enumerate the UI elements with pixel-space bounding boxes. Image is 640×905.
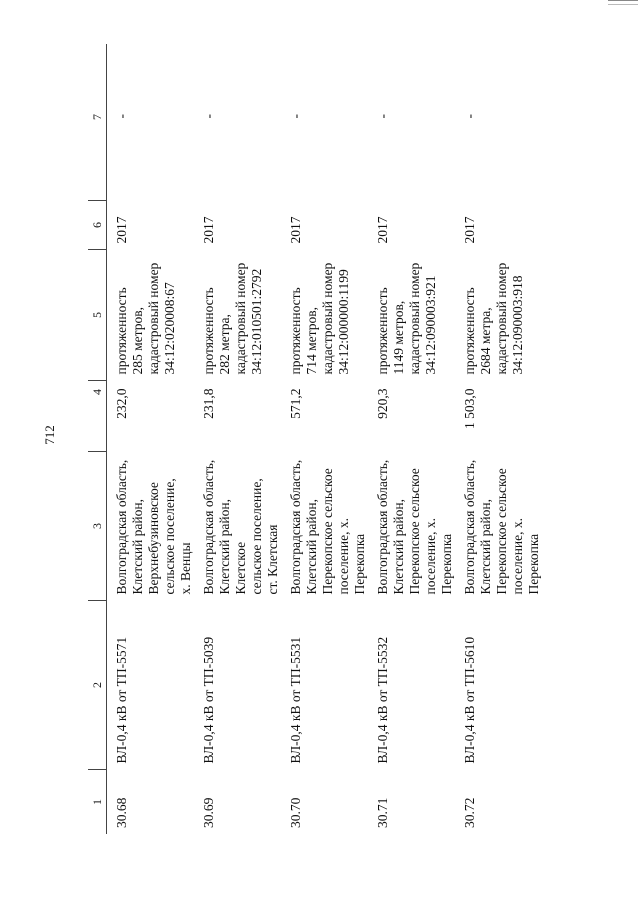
cell-col7: - bbox=[288, 114, 303, 119]
table-row bbox=[368, 44, 455, 834]
table-rotator bbox=[88, 44, 598, 834]
address-text: Волгоградская область, Клетский район, Перекопское сельское поселение, х. Перекопка bbox=[288, 459, 367, 595]
cell-number: 30.71 bbox=[375, 797, 390, 828]
address-text: Волгоградская область, Клетский район, Верхнебузиновское сельское поселение, х. Венцы bbox=[114, 459, 193, 595]
header-col-1: 1 bbox=[88, 770, 107, 835]
header-col-5: 5 bbox=[88, 250, 107, 381]
cell-description bbox=[107, 250, 195, 381]
description-text: протяженность 285 метров, кадастровый номер 34:12:020008:67 bbox=[114, 262, 177, 375]
table-row bbox=[107, 44, 195, 834]
header-col-2: 2 bbox=[88, 601, 107, 770]
cell-value: 232,0 bbox=[114, 388, 129, 419]
cell-number: 30.70 bbox=[288, 797, 303, 828]
header-col-7: 7 bbox=[88, 44, 107, 201]
address-text: Волгоградская область, Клетский район, Клетское сельское поселение, ст. Клетская bbox=[201, 459, 280, 595]
cell-name: ВЛ-0,4 кВ от ТП-5610 bbox=[462, 636, 477, 764]
description-text: протяженность 714 метров, кадастровый номер 34:12:000000:1199 bbox=[288, 262, 351, 375]
cell-value: 920,3 bbox=[375, 388, 390, 419]
cell-value: 1 503,0 bbox=[462, 388, 477, 429]
property-table bbox=[88, 44, 542, 834]
cell-number: 30.68 bbox=[114, 797, 129, 828]
cell-address bbox=[194, 452, 281, 601]
cell-value: 231,8 bbox=[201, 388, 216, 419]
cell-address bbox=[368, 452, 455, 601]
cell-address bbox=[107, 452, 195, 601]
table-row bbox=[194, 44, 281, 834]
cell-col7: - bbox=[201, 114, 216, 119]
cell-name: ВЛ-0,4 кВ от ТП-5531 bbox=[288, 636, 303, 764]
cell-number: 30.72 bbox=[462, 797, 477, 828]
cell-name: ВЛ-0,4 кВ от ТП-5532 bbox=[375, 636, 390, 764]
cell-address bbox=[281, 452, 368, 601]
table-body bbox=[107, 44, 543, 834]
description-text: протяженность 282 метра, кадастровый номер 34:12:010501:2792 bbox=[201, 262, 264, 375]
cell-value: 571,2 bbox=[288, 388, 303, 419]
page-number: 712 bbox=[41, 425, 57, 445]
header-col-3: 3 bbox=[88, 452, 107, 601]
cell-year: 2017 bbox=[375, 216, 390, 244]
address-text: Волгоградская область, Клетский район, Перекопское сельское поселение, х. Перекопка bbox=[375, 459, 454, 595]
table-wrap bbox=[88, 44, 598, 834]
cell-year: 2017 bbox=[462, 216, 477, 244]
header-col-6: 6 bbox=[88, 201, 107, 250]
cell-col7: - bbox=[375, 114, 390, 119]
description-text: протяженность 2684 метра, кадастровый номер 34:12:090003:918 bbox=[462, 262, 525, 375]
cell-name: ВЛ-0,4 кВ от ТП-5571 bbox=[114, 636, 129, 764]
cell-description bbox=[281, 250, 368, 381]
corner-mark bbox=[608, 0, 638, 5]
table-header bbox=[88, 44, 107, 834]
cell-description bbox=[368, 250, 455, 381]
address-text: Волгоградская область, Клетский район, Перекопское сельское поселение, х. Перекопка bbox=[462, 459, 541, 595]
cell-year: 2017 bbox=[201, 216, 216, 244]
cell-name: ВЛ-0,4 кВ от ТП-5039 bbox=[201, 636, 216, 764]
cell-col7: - bbox=[462, 114, 477, 119]
cell-address bbox=[455, 452, 542, 601]
header-row bbox=[88, 44, 107, 834]
cell-number: 30.69 bbox=[201, 797, 216, 828]
cell-year: 2017 bbox=[288, 216, 303, 244]
cell-col7: - bbox=[114, 114, 129, 119]
description-text: протяженность 1149 метров, кадастровый номер 34:12:090003:921 bbox=[375, 262, 438, 375]
header-col-4: 4 bbox=[88, 381, 107, 452]
table-row bbox=[281, 44, 368, 834]
cell-description bbox=[455, 250, 542, 381]
table-row bbox=[455, 44, 542, 834]
cell-year: 2017 bbox=[114, 216, 129, 244]
cell-description bbox=[194, 250, 281, 381]
